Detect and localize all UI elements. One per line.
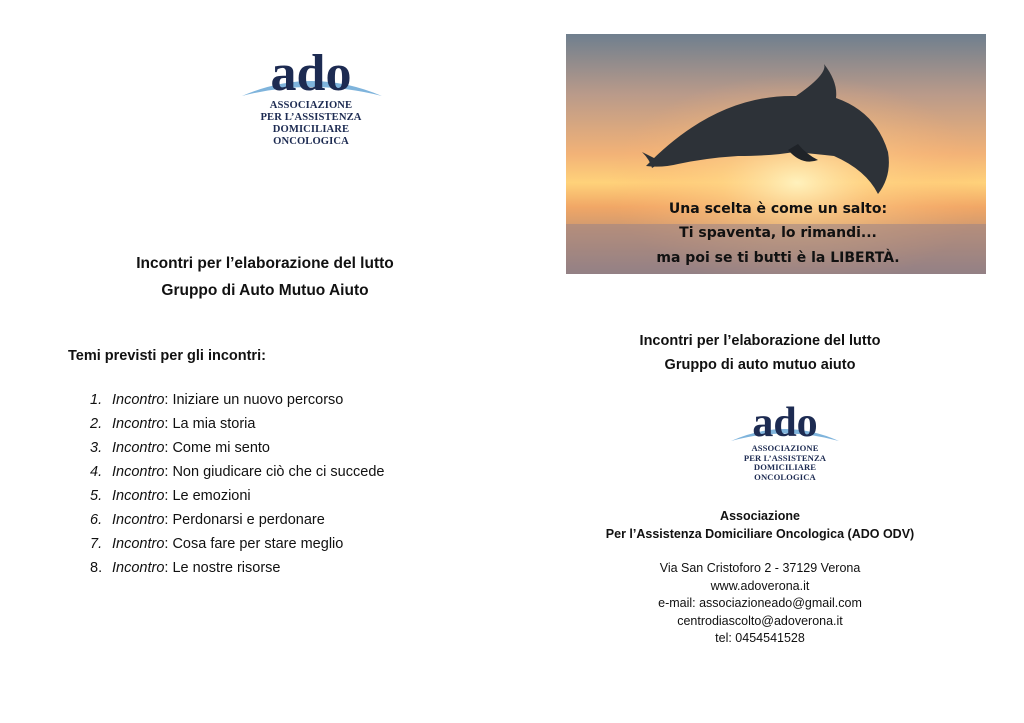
email-link-2[interactable]: centrodiascolto@adoverona.it	[677, 613, 843, 628]
address: Via San Cristoforo 2 - 37129 Verona	[659, 561, 861, 575]
right-title: Incontri per l’elaborazione del lutto Gruppo di auto mutuo aiuto	[639, 333, 881, 373]
association-name: Associazione Per l’Assistenza Domiciliare Oncologica (ADO ODV)	[605, 509, 915, 541]
dolphin-sunset-photo	[566, 34, 986, 274]
list-item: 7. Incontro: Cosa fare per stare meglio	[90, 536, 344, 552]
logo-subtitle: ASSOCIAZIONE PER L’ASSISTENZA DOMICILIARE ONCOLOGICA	[260, 100, 362, 147]
list-item: 1. Incontro: Iniziare un nuovo percorso	[90, 392, 344, 408]
contacts-block	[560, 560, 960, 648]
topics-list	[90, 388, 384, 580]
email-link[interactable]: e-mail: associazioneado@gmail.com	[658, 596, 862, 611]
list-item: 3. Incontro: Come mi sento	[90, 440, 270, 456]
logo-brand: ado	[752, 400, 818, 446]
phone: tel: 0454541528	[715, 631, 805, 646]
ado-logo	[236, 40, 386, 147]
left-title: Incontri per l’elaborazione del lutto Gruppo di Auto Mutuo Aiuto	[136, 255, 394, 299]
photo-caption-line-1: Una scelta è come un salto:	[668, 201, 888, 217]
list-item: 6. Incontro: Perdonarsi e perdonare	[90, 512, 325, 528]
ado-logo-mark	[727, 395, 843, 447]
website-link[interactable]: www.adoverona.it	[710, 578, 810, 593]
logo-subtitle: ASSOCIAZIONE PER L’ASSISTENZA DOMICILIARE ONCOLOGICA	[743, 443, 827, 482]
topics-heading: Temi previsti per gli incontri:	[68, 348, 266, 364]
photo-caption-line-3: ma poi se ti butti è la LIBERTÀ.	[656, 250, 900, 266]
ado-logo-small	[727, 395, 843, 483]
list-item: 5. Incontro: Le emozioni	[90, 488, 251, 504]
photo-caption-line-2: Ti spaventa, lo rimandi...	[679, 225, 877, 241]
list-item: 2. Incontro: La mia storia	[90, 416, 256, 432]
ado-logo-mark	[236, 40, 386, 104]
logo-brand: ado	[270, 45, 352, 102]
list-item: 8. Incontro: Le nostre risorse	[90, 560, 281, 576]
list-item: 4. Incontro: Non giudicare ciò che ci succede	[90, 464, 385, 480]
